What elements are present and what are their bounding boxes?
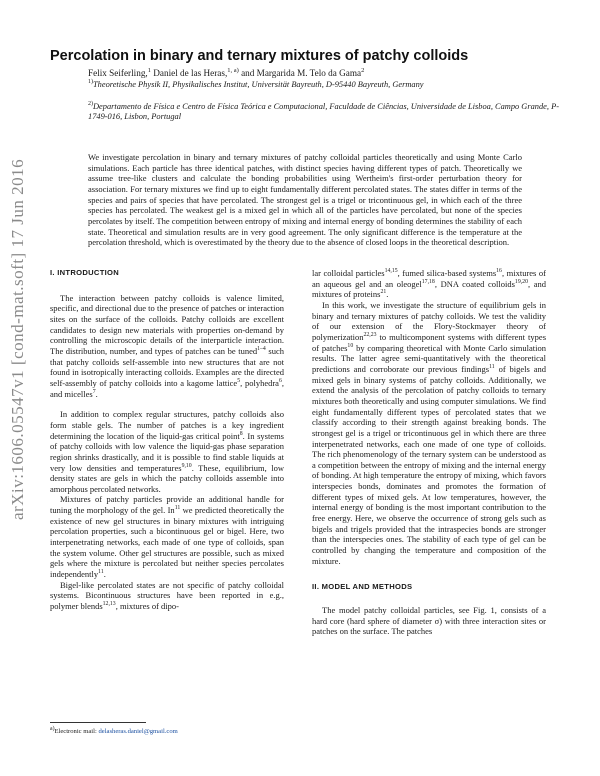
citation[interactable]: 21 xyxy=(380,289,387,296)
author-1-affil: 1 xyxy=(147,66,151,74)
affiliation-2-text: Departamento de Física e Centro de Física Teórica e Computacional, Faculdade de Ciências, Universidade de Lisboa, Campo Grande, P-1749-016, Lisbon, Portugal xyxy=(88,102,559,121)
author-3-affil: 2 xyxy=(361,66,365,74)
citation[interactable]: 16 xyxy=(496,268,502,275)
citation[interactable]: 8 xyxy=(239,430,243,437)
citation[interactable]: 11 xyxy=(489,364,495,371)
text-run: In addition to complex regular structures, patchy colloids also form stable gels. The number of patches is a key ingredient determining the location of the liquid-gas critical point xyxy=(50,409,284,441)
citation[interactable]: 1–4 xyxy=(257,346,266,353)
citation[interactable]: 17,18 xyxy=(421,278,435,285)
text-run: Bigel-like percolated states are not specific of patchy colloidal systems. Bicontinuous structures have been reported in e.g., polymer blends xyxy=(50,579,284,612)
intro-paragraph-3 xyxy=(50,494,284,579)
paper-title: Percolation in binary and ternary mixtures of patchy colloids xyxy=(50,48,469,64)
abstract: We investigate percolation in binary and ternary mixtures of patchy colloidal particles theoretically and using Monte Carlo simulations. Each particle has three identical patches, with distinct species having different types of patch. Theoretically we assume tree-like clusters and calculate the bonding probabilities using Wertheim's first-order perturbation theory for association. For ternary mixtures we find up to eight fundamentally different percolated states. The states differ in terms of the species and pairs of species that have percolated. The strongest gel is a trigel or tricontinuous gel, in which each of the three species has percolated. The weakest gel is a mixed gel in which all of the particles have percolated, but none of the species percolates by itself. The competition between entropy of mixing and internal energy of bonding determines the stability of each state. Theoretical and simulation results are in very good agreement. The only significant difference is the temperature at the percolation threshold, which is overestimated by the theory due to the absence of closed loops in the theoretical description. xyxy=(88,152,522,248)
author-2: Daniel de las Heras, xyxy=(150,68,228,78)
affiliation-1-text: Theoretische Physik II, Physikalisches Institut, Universität Bayreuth, D-95440 Bayreuth, Germany xyxy=(93,80,424,89)
text-run: . In systems of patchy colloids with low valence the liquid-gas phase separation region shrinks drastically, and it is possible to find stable liquids at very low densities and temperatures xyxy=(50,430,284,473)
text-run: . xyxy=(95,388,98,399)
text-run: , and mixtures of proteins xyxy=(312,278,547,300)
text-run: . xyxy=(103,569,106,580)
citation[interactable]: 11 xyxy=(98,569,104,576)
right-column xyxy=(312,268,546,637)
text-run: of bigels and mixed gels in binary systems of patchy colloids. Additionally, we extend the analysis of the percolation of patchy colloids to ternary mixtures both theoretically and using computer simulations. We find eight fundamentally different types of percolated states that we classify according to their strength against breaking bonds. The strongest gel is a trigel or tricontinuous gel in which there are three interpenetrated networks, each one made of one type of colloids. The rich phenomenology of the ternary system can be understood as a competition between the entropy of mixing and the internal energy of bonding. At high temperature the entropy of mixing, which favors interspecies bonds, dominates and promotes the formation of different types of mixed gels. At low temperatures, however, the internal energy of bonding is the most important contribution to the free energy. Here, we observe the occurrence of strong gels such as bigels and trigels provided that the intraspecies bonds are stronger than the interspecies ones. The stability of each type of gel can be controlled by changing the temperature and composition of the mixture. xyxy=(312,363,546,566)
intro-paragraph-1 xyxy=(50,293,284,400)
intro-paragraph-4 xyxy=(50,580,284,612)
intro-paragraph-4-cont xyxy=(312,268,546,300)
affiliation-1 xyxy=(88,80,568,90)
text-run: Mixtures of patchy particles provide an additional handle for tuning the morphology of the gel. In xyxy=(50,494,284,516)
citation[interactable]: 22,23 xyxy=(363,332,377,339)
citation[interactable]: 14,15 xyxy=(384,268,398,275)
citation[interactable]: 5 xyxy=(237,378,241,385)
section-heading-introduction: I. INTRODUCTION xyxy=(50,268,120,277)
text-run: In this work, we investigate the structure of equilibrium gels in binary and ternary mixtures of patchy colloids. We test the validity of our extension of the Flory-Stockmayer theory of polymerization xyxy=(312,299,546,342)
text-run: we predicted theoretically the existence of new gel structures in binary mixtures with intriguing percolation properties, such a bicontinuous gel or bigel. Here, two interpenetrating networks, each made of one type of colloids, span the system volume. Other gel structures are possible, such as mixed gels where the mixture is percolated but neither species percolates independently xyxy=(50,505,284,580)
text-run: , mixtures of an aqueous gel and an oleogel xyxy=(312,268,546,289)
affiliation-2 xyxy=(88,102,568,122)
author-2-affil: 1, a) xyxy=(227,66,239,74)
citation[interactable]: 19,20 xyxy=(514,278,528,285)
intro-paragraph-2 xyxy=(50,409,284,494)
citation[interactable]: 6 xyxy=(278,378,282,385)
citation[interactable]: 9,10 xyxy=(181,462,192,469)
author-list xyxy=(88,68,568,79)
intro-paragraph-5 xyxy=(312,300,546,566)
text-run: The interaction between patchy colloids is valence limited, specific, and directional due to the presence of patches or interaction sites on the surface of the colloids. Patchy colloids are excellent candidates to design new materials with properties on-demand by controlling the microscopic details of the interparticle interaction. The distribution, number, and types of patches can be tuned xyxy=(50,292,284,356)
footnote-mark: a) xyxy=(50,725,55,732)
email-link[interactable]: delasheras.daniel@gmail.com xyxy=(98,728,178,735)
methods-paragraph-1: The model patchy colloidal particles, see Fig. 1, consists of a hard core (hard sphere of diameter σ) with three interaction sites or patches on the surface. The patches xyxy=(312,605,546,637)
affiliation-2-mark: 2) xyxy=(88,101,93,108)
footnote-rule xyxy=(50,722,146,723)
text-run: such that patchy colloids self-assemble into new structures that are not found in isotropically interacting colloids. Examples are the directed self-assembly of patchy colloids into a kagome lattice xyxy=(50,345,284,388)
citation[interactable]: 7 xyxy=(92,388,96,395)
author-1: Felix Seiferling, xyxy=(88,68,148,78)
section-heading-model-methods: II. MODEL AND METHODS xyxy=(312,582,413,592)
citation[interactable]: 11 xyxy=(174,505,181,512)
citation[interactable]: 10 xyxy=(347,342,354,349)
author-3: and Margarida M. Telo da Gama xyxy=(238,68,362,78)
text-run: , mixtures of dipo- xyxy=(115,601,179,612)
text-run: lar colloidal particles xyxy=(312,268,385,278)
text-run: . xyxy=(386,289,389,300)
text-run: , polyhedra xyxy=(240,377,279,388)
affiliation-1-mark: 1) xyxy=(88,79,93,86)
text-run: , DNA coated colloids xyxy=(434,278,515,289)
citation[interactable]: 12,13 xyxy=(102,601,116,608)
text-run: to multicomponent systems with different types of patches xyxy=(312,331,546,353)
footnote-label: Electronic mail: xyxy=(54,728,99,735)
text-run: , and micelles xyxy=(50,377,284,399)
arxiv-identifier: arXiv:1606.05547v1 [cond-mat.soft] 17 Jun 2016 xyxy=(8,158,27,520)
left-column xyxy=(50,268,284,612)
text-run: by comparing theoretical with Monte Carlo simulation results. The latter agree semi-quantitatively with the theoretical predictions and corroborate our previous findings xyxy=(312,342,546,374)
text-run: . These, equilibrium, low density states are gels in which the patchy colloids assemble into amorphous percolated networks. xyxy=(50,462,284,494)
footnote xyxy=(50,725,290,736)
text-run: , fumed silica-based systems xyxy=(397,268,497,278)
